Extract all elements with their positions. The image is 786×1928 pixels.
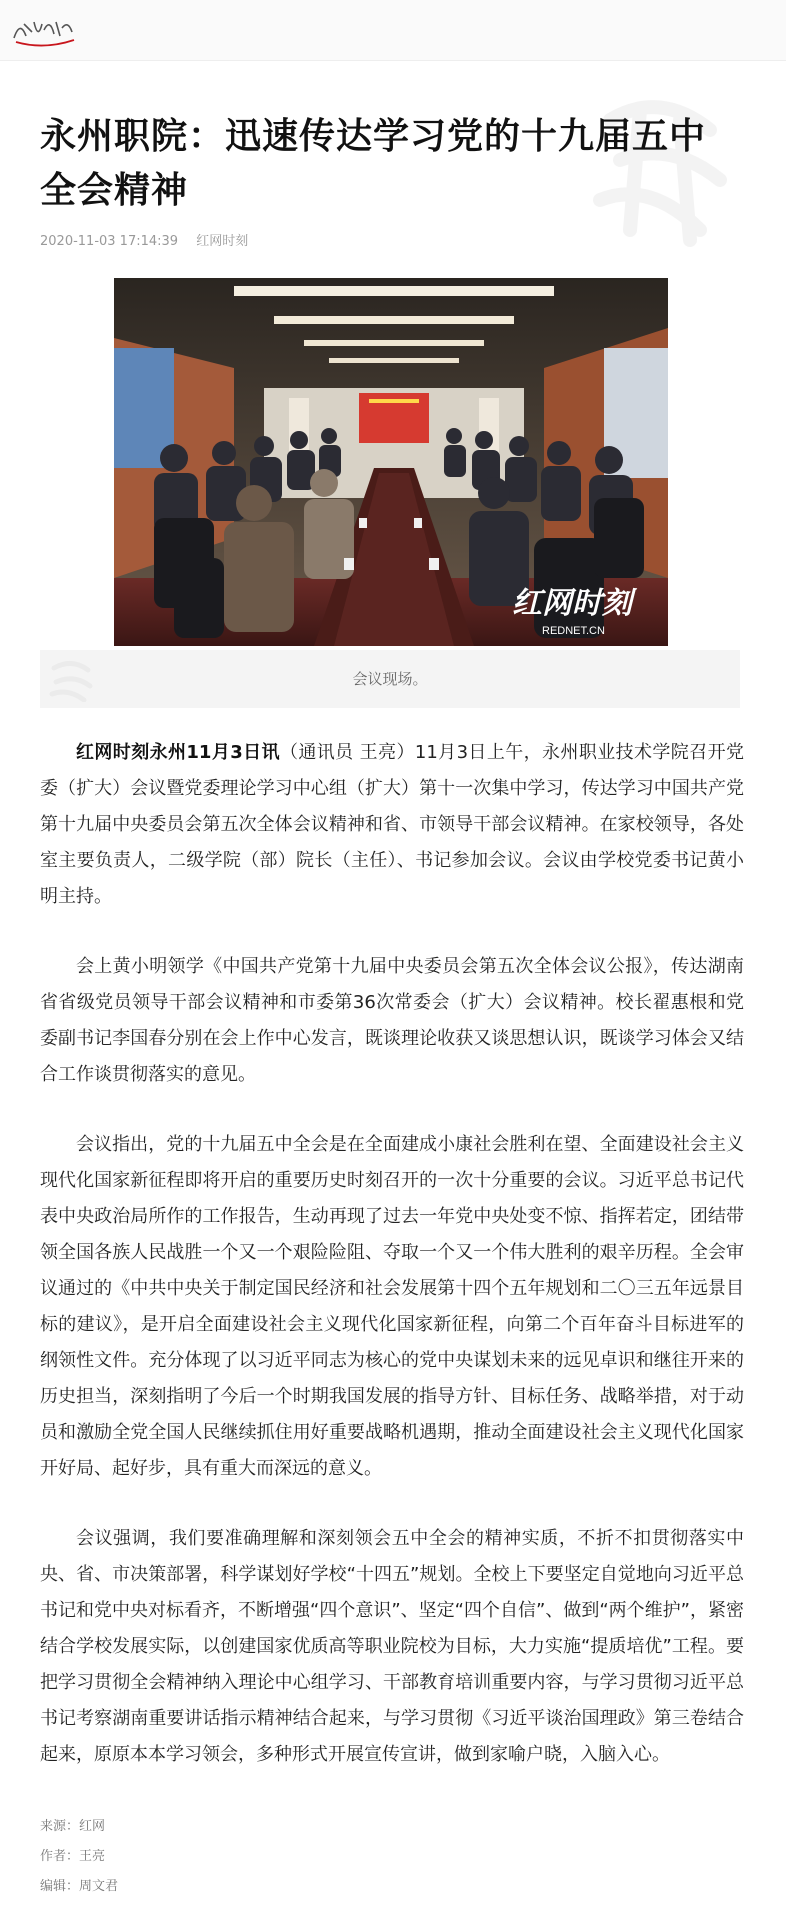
footer-author: 作者：王亮 xyxy=(40,1849,106,1864)
paragraph-text: （通讯员 王亮）11月3日上午，永州职业技术学院召开党委（扩大）会议暨党委理论学习中心组（扩大）第十一次集中学习，传达学习中国共产党第十九届中央委员会第五次全体会议精神和省、市领导干部会议精神。在家校领导，各处室主要负责人，二级学院（部）院长（主任）、书记参加会议。会议由学校党委书记黄小明主持。 xyxy=(40,742,745,907)
rednet-watermark-url: REDNET.CN xyxy=(542,625,605,637)
article-paragraph: 会上黄小明领学《中国共产党第十九届中央委员会第五次全体会议公报》，传达湖南省省级党员领导干部会议精神和市委第36次常委会（扩大）会议精神。校长翟惠根和党委副书记李国春分别在会上作中心发言，既谈理论收获又谈思想认识，既谈学习体会又结合工作谈贯彻落实的意见。 xyxy=(40,956,744,1085)
image-caption-box xyxy=(40,650,740,708)
rednet-watermark-text: 红网时刻 xyxy=(512,587,632,620)
article-body xyxy=(40,735,744,1807)
article-paragraph: 会议强调，我们要准确理解和深刻领会五中全会的精神实质，不折不扣贯彻落实中央、省、市决策部署，科学谋划好学校“十四五”规划。全校上下要坚定自觉地向习近平总书记和党中央对标看齐，不断增强“四个意识”、坚定“四个自信”、做到“两个维护”，紧密结合学校发展实际，以创建国家优质高等职业院校为目标，大力实施“提质培优”工程。要把学习贯彻全会精神纳入理论中心组学习、干部教育培训重要内容，与学习贯彻习近平总书记考察湖南重要讲话指示精神结合起来，与学习贯彻《习近平谈治国理政》第三卷结合起来，原原本本学习领会，多种形式开展宣传宣讲，做到家喻户晓，入脑入心。 xyxy=(40,1528,744,1765)
footer-source: 来源：红网 xyxy=(40,1819,106,1834)
article-paragraph xyxy=(40,735,744,915)
footer-editor: 编辑：周文君 xyxy=(40,1879,119,1894)
article-paragraph: 会议指出，党的十九届五中全会是在全面建成小康社会胜利在望、全面建设社会主义现代化国家新征程即将开启的重要历史时刻召开的一次十分重要的会议。习近平总书记代表中央政治局所作的工作报告，生动再现了过去一年党中央处变不惊、指挥若定，团结带领全国各族人民战胜一个又一个艰险险阻、夺取一个又一个伟大胜利的艰辛历程。全会审议通过的《中共中央关于制定国民经济和社会发展第十四个五年规划和二〇三五年远景目标的建议》，是开启全面建设社会主义现代化国家新征程，向第二个百年奋斗目标进军的纲领性文件。充分体现了以习近平同志为核心的党中央谋划未来的远见卓识和继往开来的历史担当，深刻指明了今后一个时期我国发展的指导方针、目标任务、战略举措，对于动员和激励全党全国人民继续抓住用好重要战略机遇期，推动全面建设社会主义现代化国家开好局、起好步，具有重大而深远的意义。 xyxy=(40,1134,744,1479)
article-meta xyxy=(40,230,262,249)
meeting-photo xyxy=(114,278,668,646)
article-footer xyxy=(40,1812,118,1902)
site-logo[interactable] xyxy=(10,10,80,50)
top-bar xyxy=(0,0,786,61)
publish-source: 红网时刻 xyxy=(196,234,249,249)
article-title: 永州职院：迅速传达学习党的十九届五中全会精神 xyxy=(40,116,707,211)
image-caption: 会议现场。 xyxy=(352,670,428,688)
publish-date: 2020-11-03 17:14:39 xyxy=(40,234,179,249)
lead-dateline: 红网时刻永州11月3日讯 xyxy=(76,742,280,763)
